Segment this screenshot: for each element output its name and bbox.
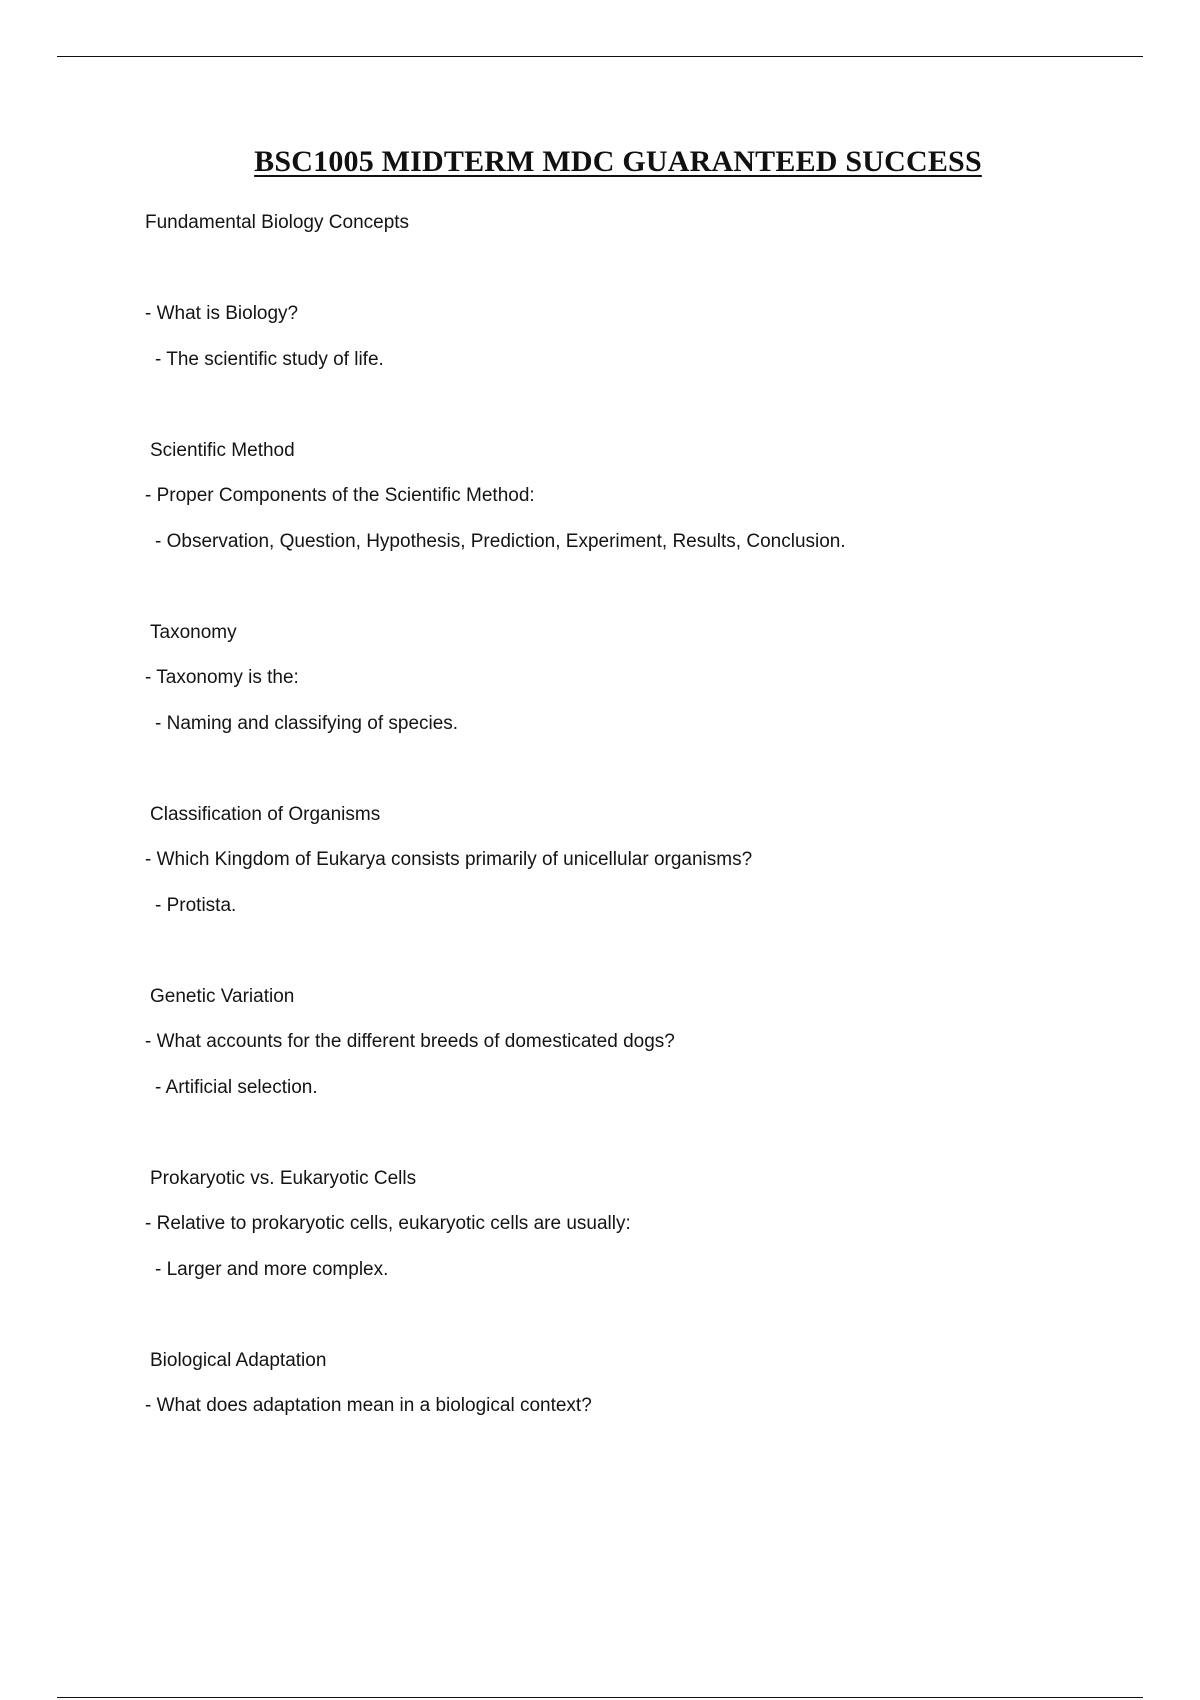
- section-heading-cells: Prokaryotic vs. Eukaryotic Cells: [150, 1168, 417, 1189]
- answer-cells: - Larger and more complex.: [155, 1259, 389, 1280]
- header-rule: [57, 56, 1143, 57]
- footer-rule: [57, 1697, 1143, 1698]
- section-heading-adaptation: Biological Adaptation: [150, 1350, 327, 1371]
- answer-genetic-variation: - Artificial selection.: [155, 1077, 318, 1098]
- question-cells: - Relative to prokaryotic cells, eukaryotic cells are usually:: [145, 1213, 631, 1234]
- section-heading-classification: Classification of Organisms: [150, 804, 381, 825]
- section-heading-scientific-method: Scientific Method: [150, 440, 295, 461]
- question-adaptation: - What does adaptation mean in a biological context?: [145, 1395, 592, 1416]
- intro-heading: Fundamental Biology Concepts: [145, 212, 410, 233]
- question-biology: - What is Biology?: [145, 303, 299, 324]
- answer-biology: - The scientific study of life.: [155, 349, 384, 370]
- question-classification: - Which Kingdom of Eukarya consists primarily of unicellular organisms?: [145, 849, 753, 870]
- section-heading-genetic-variation: Genetic Variation: [150, 986, 295, 1007]
- document-title: BSC1005 MIDTERM MDC GUARANTEED SUCCESS: [254, 145, 982, 178]
- question-taxonomy: - Taxonomy is the:: [145, 667, 299, 688]
- section-heading-taxonomy: Taxonomy: [150, 622, 237, 643]
- question-scientific-method: - Proper Components of the Scientific Method:: [145, 485, 535, 506]
- answer-scientific-method: - Observation, Question, Hypothesis, Prediction, Experiment, Results, Conclusion.: [155, 531, 846, 552]
- question-genetic-variation: - What accounts for the different breeds of domesticated dogs?: [145, 1031, 675, 1052]
- answer-taxonomy: - Naming and classifying of species.: [155, 713, 459, 734]
- answer-classification: - Protista.: [155, 895, 237, 916]
